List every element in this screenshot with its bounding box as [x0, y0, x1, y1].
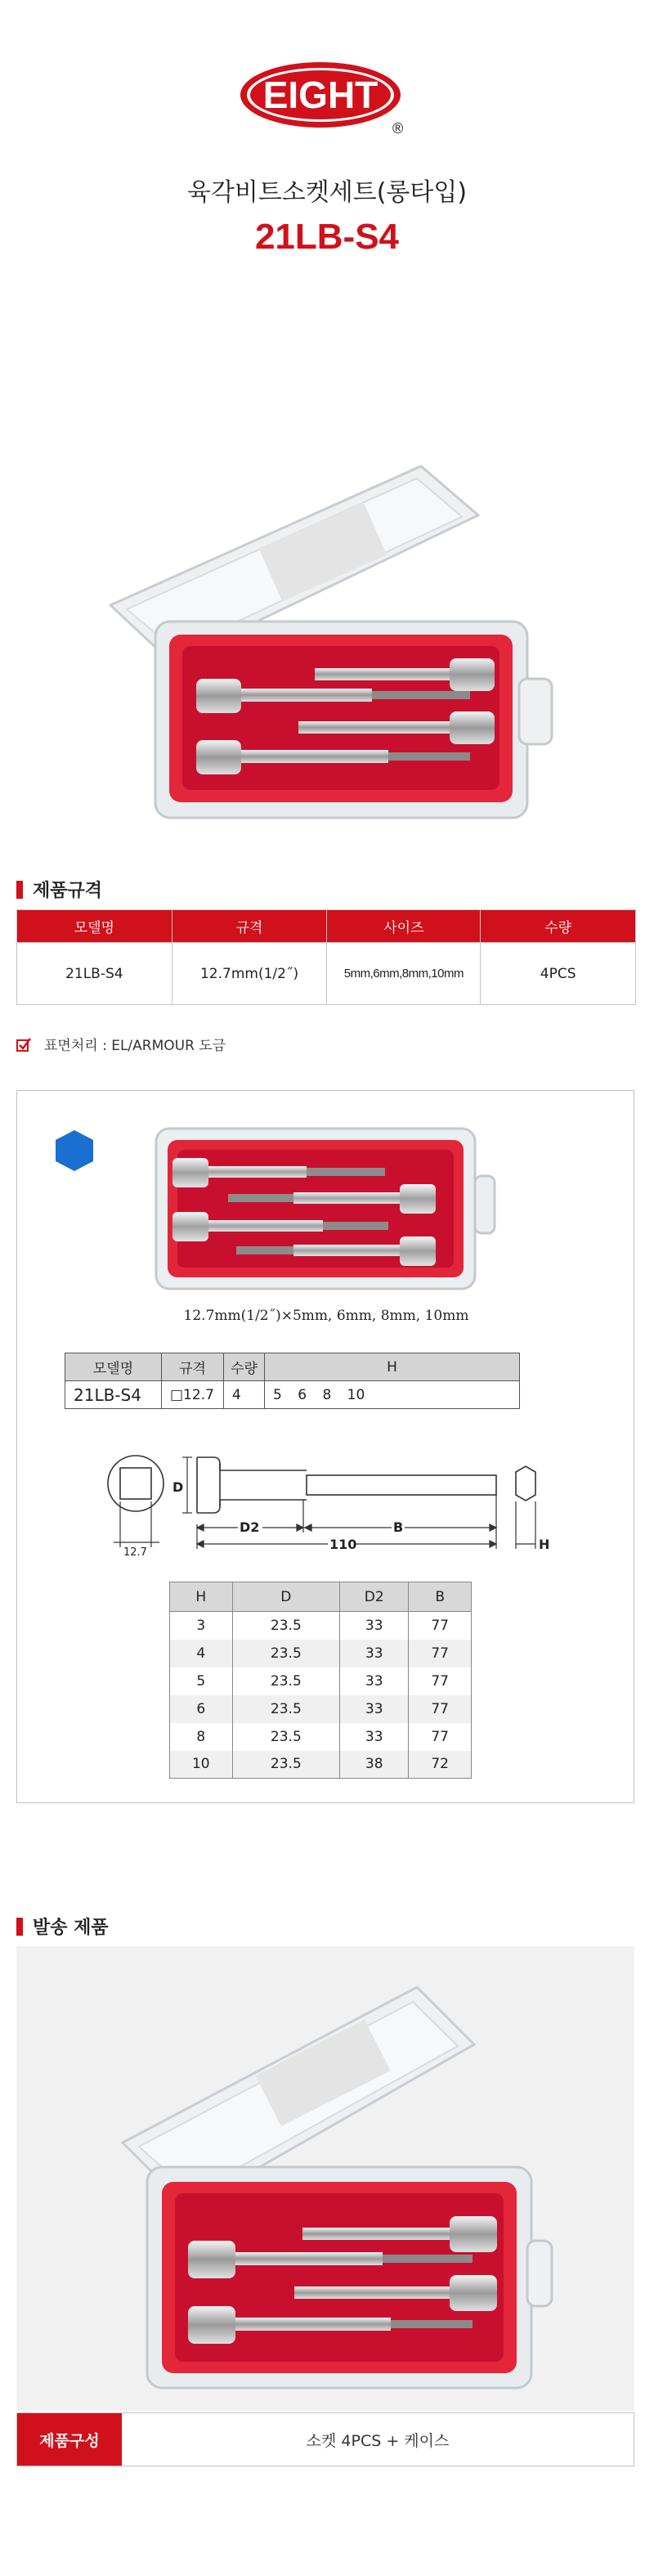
model-table-cell-model: 21LB-S4: [65, 1381, 162, 1409]
table-row: [170, 1723, 472, 1751]
dimension-drawing: [91, 1426, 549, 1565]
composition-label: 제품구성: [17, 2413, 122, 2466]
composition-row: [16, 2412, 634, 2466]
table-row: [170, 1640, 472, 1667]
table-row: [170, 1667, 472, 1695]
spec-header-qty: 수량: [481, 910, 636, 943]
model-table-header-h: H: [265, 1353, 520, 1381]
dim-cell: 6: [170, 1695, 233, 1723]
model-table-cell-h: 5 6 8 10: [265, 1381, 520, 1409]
dim-cell: 33: [340, 1640, 409, 1667]
socket-tray-photo: [155, 1127, 498, 1290]
drawing-label-square: 12.7: [123, 1546, 147, 1559]
dim-cell: 77: [409, 1667, 472, 1695]
dim-header-b: B: [409, 1582, 472, 1612]
hexagon-icon: [55, 1129, 94, 1172]
spec-header-spec: 규격: [172, 910, 327, 943]
checkbox-icon: [16, 1038, 31, 1052]
model-table: [65, 1353, 520, 1409]
composition-value: 소켓 4PCS + 케이스: [306, 2431, 450, 2450]
surface-finish-text: 표면처리 : EL/ARMOUR 도금: [44, 1038, 226, 1054]
surface-finish: [16, 1034, 226, 1054]
dim-header-h: H: [170, 1582, 233, 1612]
detail-box: [16, 1090, 634, 1803]
dim-cell: 4: [170, 1640, 233, 1667]
dim-cell: 23.5: [232, 1751, 339, 1779]
dim-cell: 77: [409, 1695, 472, 1723]
model-table-header-qty: 수량: [224, 1353, 265, 1381]
product-model: 21LB-S4: [254, 217, 400, 257]
dim-cell: 23.5: [232, 1695, 339, 1723]
table-row: [170, 1751, 472, 1779]
drawing-label-b: B: [393, 1519, 404, 1535]
dim-cell: 5: [170, 1667, 233, 1695]
brand-logo: [0, 57, 654, 135]
table-row: [170, 1612, 472, 1640]
dimension-table: [169, 1582, 472, 1779]
dim-header-d: D: [232, 1582, 339, 1612]
dim-cell: 33: [340, 1723, 409, 1751]
spec-cell-size: 5mm,6mm,8mm,10mm: [327, 943, 481, 1005]
size-caption: 12.7mm(1/2˝)×5mm, 6mm, 8mm, 10mm: [183, 1308, 469, 1324]
dim-cell: 77: [409, 1640, 472, 1667]
spec-cell-model: 21LB-S4: [17, 943, 172, 1005]
svg-text:®: ®: [392, 120, 404, 137]
dim-header-d2: D2: [340, 1582, 409, 1612]
dim-cell: 3: [170, 1612, 233, 1640]
dim-cell: 23.5: [232, 1667, 339, 1695]
drawing-label-d2: D2: [240, 1519, 260, 1535]
eight-logo: [239, 57, 415, 135]
spec-header-model: 모델명: [17, 910, 172, 943]
dim-cell: 23.5: [232, 1640, 339, 1667]
dim-cell: 33: [340, 1612, 409, 1640]
dim-cell: 10: [170, 1751, 233, 1779]
dim-cell: 77: [409, 1723, 472, 1751]
dim-cell: 33: [340, 1667, 409, 1695]
spec-table: [16, 909, 636, 1005]
dim-cell: 23.5: [232, 1723, 339, 1751]
model-table-header-spec: 규격: [162, 1353, 224, 1381]
shipping-product-photo: [98, 1979, 556, 2404]
spec-section-label: 제품규격: [16, 877, 102, 902]
spec-cell-spec: 12.7mm(1/2˝): [172, 943, 327, 1005]
product-name: 육각비트소켓세트(롱타입): [186, 178, 468, 207]
dim-cell: 33: [340, 1695, 409, 1723]
dim-cell: 77: [409, 1612, 472, 1640]
drawing-label-h: H: [539, 1537, 550, 1552]
model-table-cell-spec: □12.7: [162, 1381, 224, 1409]
shipping-section-label: 발송 제품: [16, 1914, 109, 1939]
svg-text:EIGHT: EIGHT: [262, 74, 379, 116]
spec-header-size: 사이즈: [327, 910, 481, 943]
table-row: [170, 1695, 472, 1723]
model-table-header-model: 모델명: [65, 1353, 162, 1381]
dim-cell: 38: [340, 1751, 409, 1779]
model-table-cell-qty: 4: [224, 1381, 265, 1409]
product-photo-case: [94, 458, 560, 842]
dim-cell: 72: [409, 1751, 472, 1779]
drawing-label-d: D: [172, 1479, 184, 1495]
dim-cell: 23.5: [232, 1612, 339, 1640]
dim-cell: 8: [170, 1723, 233, 1751]
spec-cell-qty: 4PCS: [481, 943, 636, 1005]
drawing-label-110: 110: [329, 1537, 357, 1552]
